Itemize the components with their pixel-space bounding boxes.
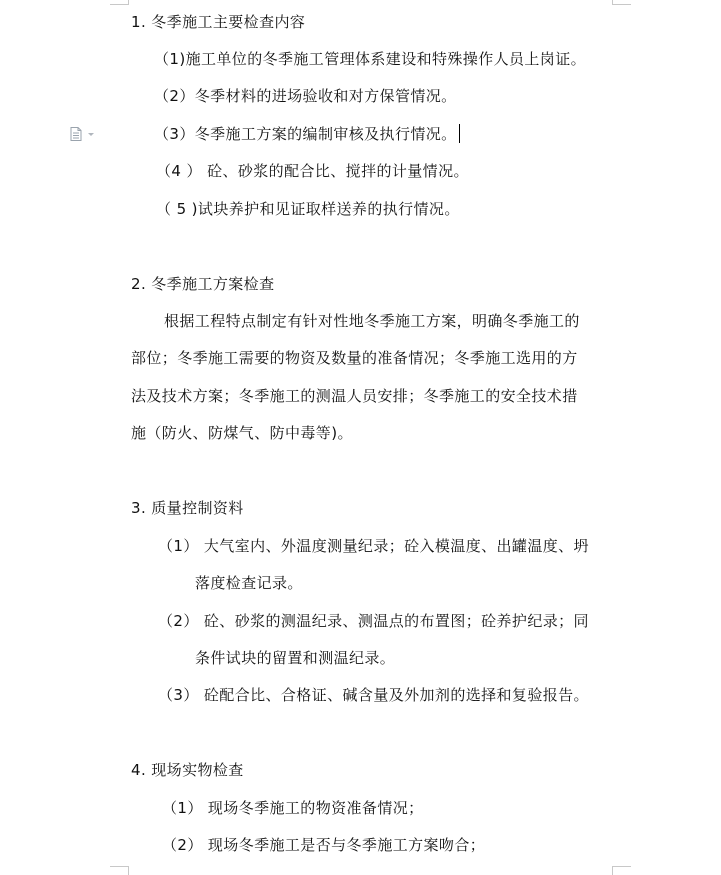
section-heading-4: 4. 现场实物检查 <box>131 761 244 779</box>
body-line: 施（防火、防煤气、防中毒等)。 <box>131 424 353 442</box>
document-icon <box>70 127 96 141</box>
list-item: （2） 现场冬季施工是否与冬季施工方案吻合； <box>162 836 486 854</box>
list-item-continuation: 落度检查记录。 <box>195 574 303 592</box>
section-heading-1: 1. 冬季施工主要检查内容 <box>131 13 306 31</box>
body-line: 法及技术方案；冬季施工的测温人员安排；冬季施工的安全技术措 <box>131 387 578 405</box>
paragraph-menu-icon[interactable] <box>70 127 96 141</box>
list-item: （3） 砼配合比、合格证、碱含量及外加剂的选择和复验报告。 <box>158 686 589 704</box>
text-cursor <box>459 124 460 143</box>
list-item-continuation: 条件试块的留置和测温纪录。 <box>195 649 396 667</box>
body-line: 部位；冬季施工需要的物资及数量的准备情况；冬季施工选用的方 <box>131 349 578 367</box>
list-item: （2）冬季材料的进场验收和对方保管情况。 <box>154 87 457 105</box>
list-item-text: （3）冬季施工方案的编制审核及执行情况。 <box>154 125 457 143</box>
list-item: （2） 砼、砂浆的测温纪录、测温点的布置图；砼养护纪录；同 <box>158 612 589 630</box>
list-item: （1） 大气室内、外温度测量纪录；砼入模温度、出罐温度、坍 <box>158 537 589 555</box>
page-corner-mark <box>612 0 631 5</box>
section-heading-2: 2. 冬季施工方案检查 <box>131 275 275 293</box>
list-item-with-cursor[interactable] <box>154 124 460 144</box>
list-item: （1)施工单位的冬季施工管理体系建设和特殊操作人员上岗证。 <box>154 50 586 68</box>
list-item: （1） 现场冬季施工的物资准备情况； <box>162 799 424 817</box>
list-item: （ 5 )试块养护和见证取样送养的执行情况。 <box>156 200 460 218</box>
list-item: （4 ） 砼、砂浆的配合比、搅拌的计量情况。 <box>156 162 469 180</box>
body-line: 根据工程特点制定有针对性地冬季施工方案，明确冬季施工的 <box>164 312 580 330</box>
page-corner-mark <box>110 0 129 5</box>
section-heading-3: 3. 质量控制资料 <box>131 499 244 517</box>
